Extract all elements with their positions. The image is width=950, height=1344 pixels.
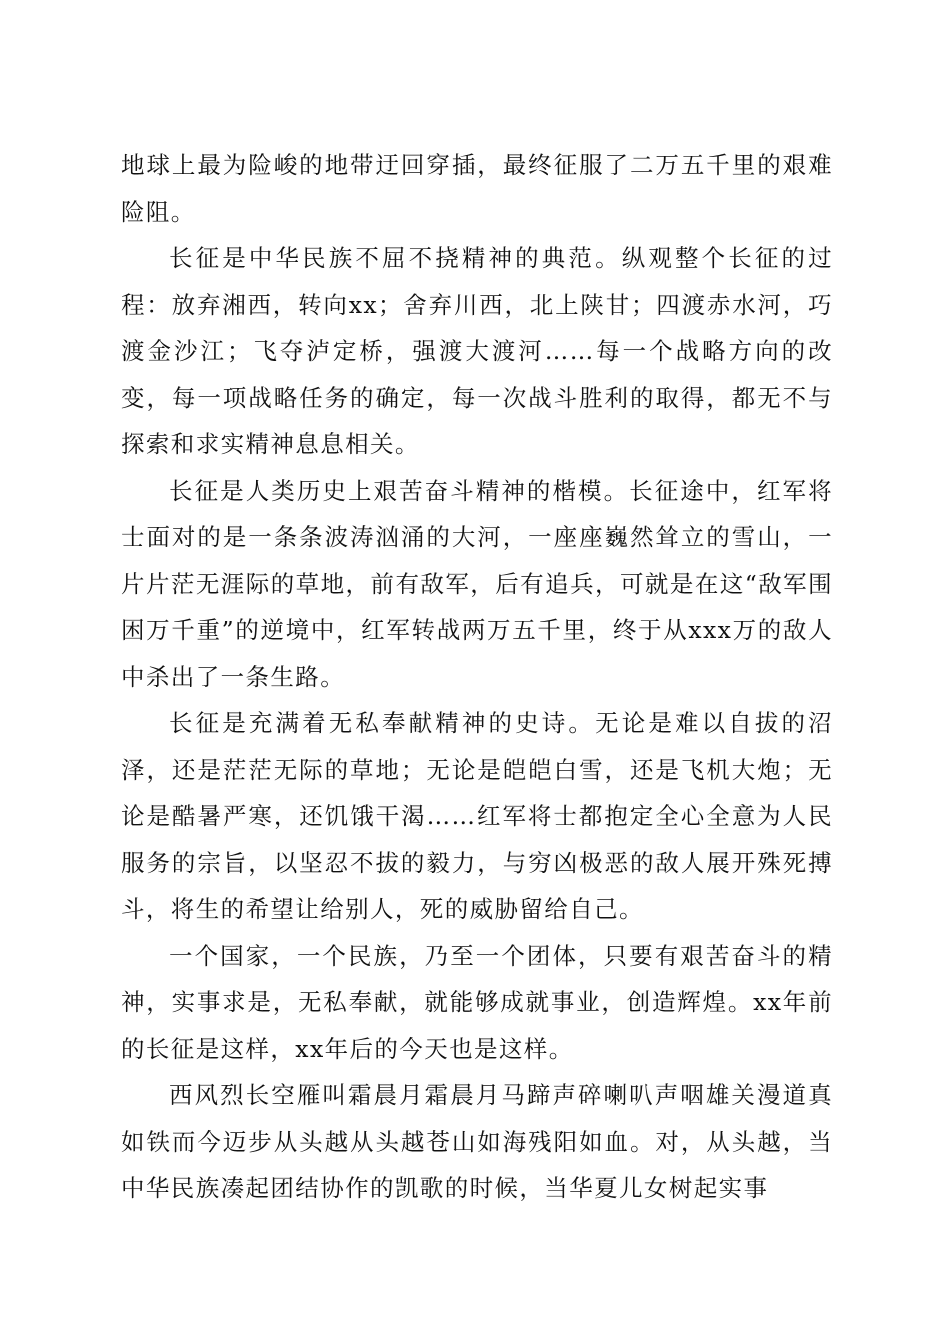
- paragraph-hard-struggle: 长征是人类历史上艰苦奋斗精神的楷模。长征途中，红军将士面对的是一条条波涛汹涌的大河，一座座巍然耸立的雪山，一片片茫无涯际的草地，前有敌军，后有追兵，可就是在这“敌军围困万千重”的逆境中，红军转战两万五千里，终于从xxx万的敌人中杀出了一条生路。: [121, 476, 833, 691]
- paragraph-exploration-spirit: 长征是中华民族不屈不挠精神的典范。纵观整个长征的过程：放弃湘西，转向xx；舍弃川西，北上陕甘；四渡赤水河，巧渡金沙江；飞夺泸定桥，强渡大渡河……每一个战略方向的改变，每一项战略任务的确定，每一次战斗胜利的取得，都无不与探索和求实精神息息相关。: [121, 244, 833, 458]
- document-body: [121, 142, 833, 1212]
- paragraph-selfless-dedication: 长征是充满着无私奉献精神的史诗。无论是难以自拔的沼泽，还是茫茫无际的草地；无论是皑皑白雪，还是飞机大炮；无论是酷暑严寒，还饥饿干渴……红军将士都抱定全心全意为人民服务的宗旨，以坚忍不拔的毅力，与穷凶极恶的敌人展开殊死搏斗，将生的希望让给别人，死的威胁留给自己。: [121, 709, 833, 923]
- paragraph-poem: 西风烈长空雁叫霜晨月霜晨月马蹄声碎喇叭声咽雄关漫道真如铁而今迈步从头越从头越苍山如海残阳如血。对，从头越，当中华民族凑起团结协作的凯歌的时候，当华夏儿女树起实事: [121, 1081, 833, 1202]
- paragraph-continuation: 地球上最为险峻的地带迂回穿插，最终征服了二万五千里的艰难险阻。: [121, 151, 833, 226]
- paragraph-nation-spirit: 一个国家，一个民族，乃至一个团体，只要有艰苦奋斗的精神，实事求是，无私奉献，就能够成就事业，创造辉煌。xx年前的长征是这样，xx年后的今天也是这样。: [121, 941, 833, 1063]
